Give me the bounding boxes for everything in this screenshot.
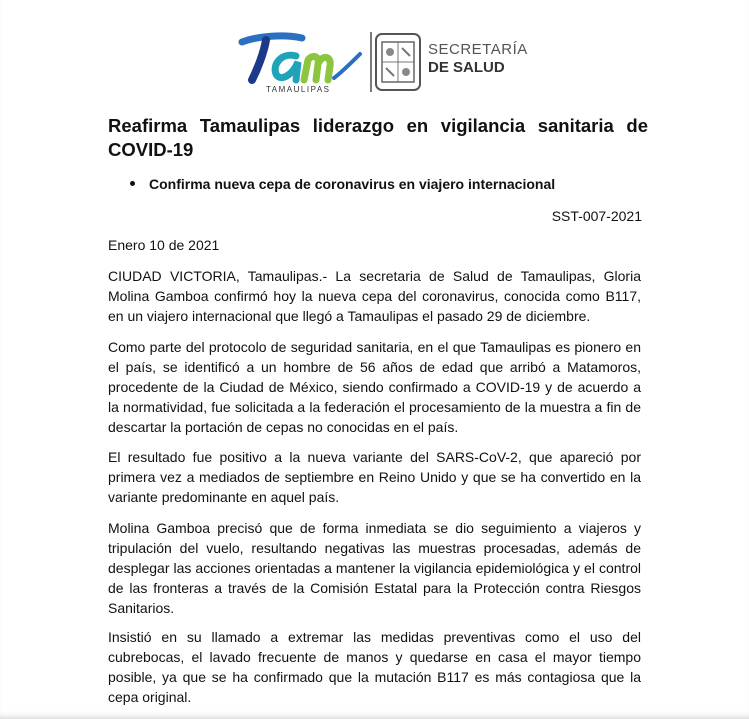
document-header	[238, 28, 528, 94]
logo-subtext: TAMAULIPAS	[266, 85, 331, 94]
state-seal-icon	[374, 32, 422, 92]
bullet-text: Confirma nueva cepa de coronavirus en viajero internacional	[149, 176, 556, 192]
secretaria-de-salud-label	[428, 42, 528, 75]
paragraph-2: Como parte del protocolo de seguridad sanitaria, en el que Tamaulipas es pionero en el país, se identificó a un hombre de 56 años de edad que arribó a Matamoros, procedente de la Ciudad de México, siendo confirmado a COVID-19 y de acuerdo a la normatividad, fue solicitada a la federación el procesamiento de la muestra a fin de descartar la portación de cepas no conocidas en el país.	[108, 339, 641, 435]
secretaria-line: SECRETARÍA	[428, 41, 528, 58]
paragraph-4: Molina Gamboa precisó que de forma inmediata se dio seguimiento a viajeros y tripulación del vuelo, resultando negativas las muestras procesadas, además de desplegar las acciones orientadas a mantener la vigilancia epidemiológica y el control de las fronteras a través de la Comisión Estatal para la Protección contra Riesgos Sanitarios.	[108, 520, 641, 616]
bullet-icon	[130, 181, 135, 186]
document-date: Enero 10 de 2021	[108, 237, 220, 253]
paragraph-3: El resultado fue positivo a la nueva variante del SARS-CoV-2, que apareció por primera vez a mediados de septiembre en Reino Unido y que se ha convertido en la variante predominante en aquel país.	[108, 449, 641, 505]
paragraph-5: Insistió en su llamado a extremar las medidas preventivas como el uso del cubrebocas, el lavado frecuente de manos y quedarse en casa el mayor tiempo posible, ya que se ha confirmado que la mutación B117 es más contagiosa que la cepa original.	[108, 629, 641, 705]
tamaulipas-logo	[238, 28, 366, 94]
document-title: Reafirma Tamaulipas liderazgo en vigilancia sanitaria de COVID-19	[108, 115, 648, 160]
paragraph-1: CIUDAD VICTORIA, Tamaulipas.- La secretaria de Salud de Tamaulipas, Gloria Molina Gamboa confirmó hoy la nueva cepa del coronavirus, conocida como B117, en un viajero internacional que llegó a Tamaulipas el pasado 29 de diciembre.	[108, 268, 641, 324]
header-divider	[370, 32, 372, 92]
reference-number: SST-007-2021	[551, 208, 642, 224]
bullet-item	[130, 176, 555, 192]
salud-line: DE SALUD	[428, 59, 505, 76]
